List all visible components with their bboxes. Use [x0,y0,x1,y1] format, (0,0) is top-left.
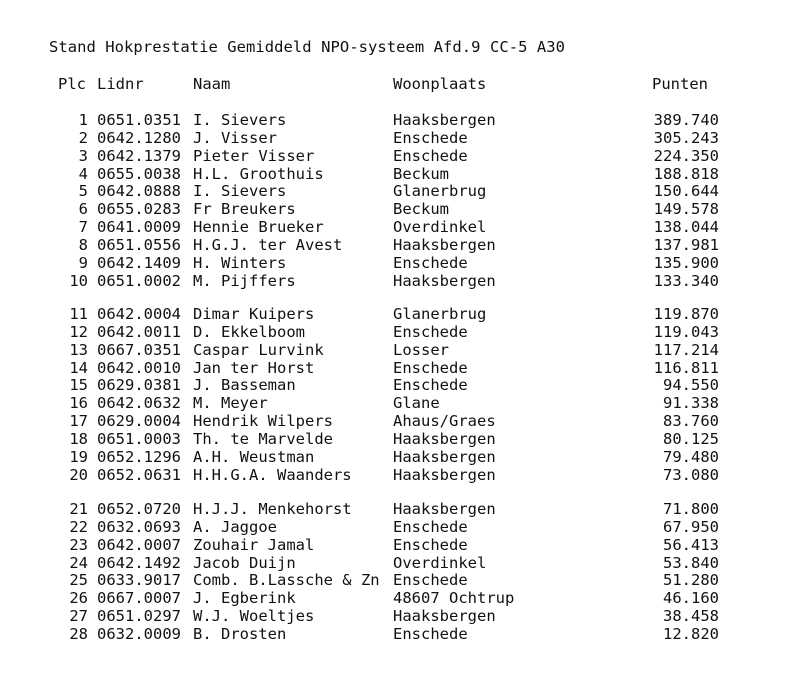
cell-punten: 79.480 [663,447,719,466]
cell-woonplaats: Enschede [393,322,468,341]
cell-woonplaats: Haaksbergen [393,111,496,129]
cell-punten: 119.870 [653,305,719,323]
header-plc: Plc [58,75,86,93]
cell-plc: 24 [69,553,88,572]
cell-woonplaats: Ahaus/Graes [393,412,496,431]
cell-punten: 71.800 [663,500,719,518]
cell-woonplaats: Losser [393,340,449,359]
cell-woonplaats: Haaksbergen [393,607,496,626]
cell-plc: 27 [69,607,88,626]
cell-punten: 188.818 [653,164,719,183]
cell-plc: 12 [69,322,88,341]
cell-woonplaats: Glane [393,394,440,413]
cell-lidnr: 0642.1379 [97,146,181,165]
cell-woonplaats: Glanerbrug [393,182,487,201]
cell-lidnr: 0651.0297 [97,607,181,626]
cell-lidnr: 0642.1409 [97,253,181,272]
cell-woonplaats: Overdinkel [393,553,487,572]
cell-lidnr: 0642.1280 [97,128,181,147]
cell-punten: 149.578 [653,200,719,219]
cell-punten: 137.981 [653,236,719,254]
header-woonplaats: Woonplaats [393,75,487,93]
cell-naam: A.H. Weustman [193,447,315,466]
cell-punten: 53.840 [663,553,719,572]
cell-punten: 67.950 [663,517,719,536]
cell-plc: 4 [78,164,88,183]
cell-punten: 91.338 [663,394,719,413]
cell-punten: 12.820 [663,625,719,643]
cell-punten: 133.340 [653,271,719,290]
cell-punten: 73.080 [663,465,719,484]
cell-woonplaats: Haaksbergen [393,500,496,518]
cell-naam: Hendrik Wilpers [193,412,333,431]
cell-plc: 13 [69,340,88,359]
cell-woonplaats: Overdinkel [393,218,487,237]
cell-punten: 150.644 [653,182,719,201]
cell-plc: 15 [69,376,88,395]
cell-plc: 14 [69,358,88,377]
cell-plc: 17 [69,412,88,431]
cell-woonplaats: Enschede [393,376,468,395]
cell-naam: B. Drosten [193,625,287,643]
cell-punten: 224.350 [653,146,719,165]
cell-woonplaats: Haaksbergen [393,271,496,290]
cell-lidnr: 0652.1296 [97,447,181,466]
header-punten: Punten [652,75,708,93]
cell-lidnr: 0629.0381 [97,376,181,395]
cell-lidnr: 0629.0004 [97,412,181,431]
table-header [0,75,708,93]
cell-woonplaats: Enschede [393,358,468,377]
cell-punten: 94.550 [663,376,719,395]
cell-naam: W.J. Woeltjes [193,607,315,626]
cell-naam: I. Sievers [193,182,287,201]
cell-lidnr: 0651.0556 [97,236,181,254]
cell-naam: Fr Breukers [193,200,296,219]
cell-plc: 28 [69,625,88,643]
cell-lidnr: 0642.0011 [97,322,181,341]
cell-lidnr: 0633.9017 [97,571,181,590]
cell-woonplaats: Enschede [393,253,468,272]
cell-woonplaats: Enschede [393,625,468,643]
cell-lidnr: 0632.0693 [97,517,181,536]
cell-naam: J. Basseman [193,376,296,395]
cell-lidnr: 0642.0888 [97,182,181,201]
cell-naam: D. Ekkelboom [193,322,305,341]
cell-lidnr: 0642.0010 [97,358,181,377]
cell-naam: Caspar Lurvink [193,340,324,359]
cell-punten: 56.413 [663,535,719,554]
cell-plc: 22 [69,517,88,536]
page-title: Stand Hokprestatie Gemiddeld NPO-systeem Afd.9 CC-5 A30 [49,38,565,56]
cell-punten: 138.044 [653,218,719,237]
cell-lidnr: 0655.0283 [97,200,181,219]
cell-punten: 305.243 [653,128,719,147]
cell-woonplaats: Glanerbrug [393,305,487,323]
cell-naam: Dimar Kuipers [193,305,315,323]
cell-woonplaats: Enschede [393,571,468,590]
cell-naam: H.H.G.A. Waanders [193,465,352,484]
cell-punten: 116.811 [653,358,719,377]
cell-naam: H. Winters [193,253,287,272]
cell-punten: 135.900 [653,253,719,272]
cell-lidnr: 0642.0004 [97,305,181,323]
cell-lidnr: 0651.0003 [97,430,181,448]
cell-punten: 51.280 [663,571,719,590]
cell-lidnr: 0642.0632 [97,394,181,413]
cell-plc: 5 [78,182,88,201]
cell-woonplaats: Enschede [393,535,468,554]
cell-naam: A. Jaggoe [193,517,277,536]
cell-punten: 389.740 [653,111,719,129]
cell-naam: J. Egberink [193,589,296,608]
cell-plc: 23 [69,535,88,554]
cell-plc: 21 [69,500,88,518]
cell-punten: 83.760 [663,412,719,431]
cell-naam: Comb. B.Lassche & Zn [193,571,380,590]
cell-plc: 7 [78,218,88,237]
cell-plc: 1 [78,111,88,129]
cell-plc: 25 [69,571,88,590]
cell-lidnr: 0655.0038 [97,164,181,183]
cell-lidnr: 0667.0351 [97,340,181,359]
cell-naam: I. Sievers [193,111,287,129]
header-naam: Naam [193,75,231,93]
cell-punten: 119.043 [653,322,719,341]
cell-naam: Jan ter Horst [193,358,315,377]
cell-plc: 16 [69,394,88,413]
cell-lidnr: 0641.0009 [97,218,181,237]
cell-naam: Jacob Duijn [193,553,296,572]
cell-woonplaats: Haaksbergen [393,465,496,484]
cell-punten: 38.458 [663,607,719,626]
cell-lidnr: 0651.0351 [97,111,181,129]
cell-naam: Hennie Brueker [193,218,324,237]
cell-woonplaats: Enschede [393,128,468,147]
cell-plc: 9 [78,253,88,272]
cell-plc: 19 [69,447,88,466]
cell-lidnr: 0642.0007 [97,535,181,554]
cell-plc: 18 [69,430,88,448]
cell-lidnr: 0651.0002 [97,271,181,290]
cell-naam: Zouhair Jamal [193,535,315,554]
cell-plc: 20 [69,465,88,484]
cell-naam: M. Pijffers [193,271,296,290]
cell-woonplaats: Haaksbergen [393,447,496,466]
cell-lidnr: 0652.0720 [97,500,181,518]
cell-naam: M. Meyer [193,394,268,413]
cell-naam: H.L. Groothuis [193,164,324,183]
cell-woonplaats: 48607 Ochtrup [393,589,515,608]
cell-lidnr: 0667.0007 [97,589,181,608]
cell-lidnr: 0642.1492 [97,553,181,572]
cell-naam: H.J.J. Menkehorst [193,500,352,518]
cell-lidnr: 0652.0631 [97,465,181,484]
cell-plc: 6 [78,200,88,219]
cell-naam: Pieter Visser [193,146,315,165]
cell-naam: Th. te Marvelde [193,430,333,448]
cell-plc: 2 [78,128,88,147]
cell-woonplaats: Beckum [393,164,449,183]
cell-woonplaats: Enschede [393,517,468,536]
cell-plc: 3 [78,146,88,165]
cell-naam: H.G.J. ter Avest [193,236,343,254]
header-lidnr: Lidnr [97,75,144,93]
cell-plc: 26 [69,589,88,608]
cell-woonplaats: Enschede [393,146,468,165]
cell-naam: J. Visser [193,128,277,147]
cell-punten: 80.125 [663,430,719,448]
cell-plc: 11 [69,305,88,323]
cell-plc: 10 [69,271,88,290]
cell-lidnr: 0632.0009 [97,625,181,643]
cell-woonplaats: Haaksbergen [393,236,496,254]
cell-punten: 117.214 [653,340,719,359]
cell-punten: 46.160 [663,589,719,608]
cell-woonplaats: Beckum [393,200,449,219]
cell-woonplaats: Haaksbergen [393,430,496,448]
cell-plc: 8 [78,236,88,254]
